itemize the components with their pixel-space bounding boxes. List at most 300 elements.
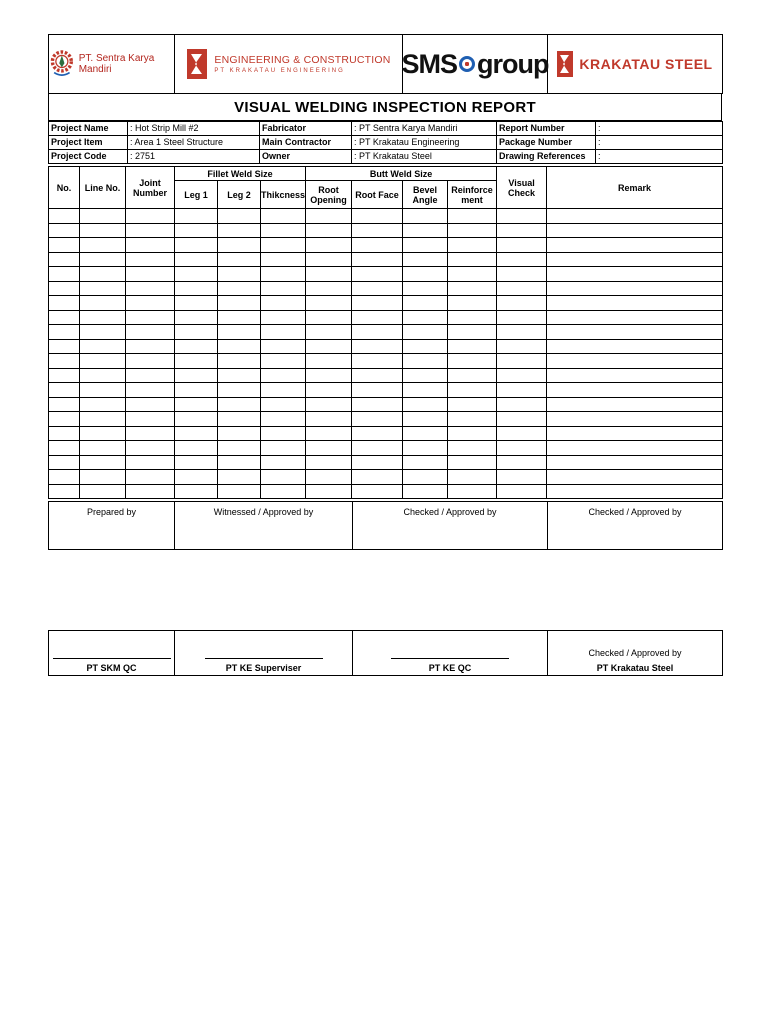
table-cell[interactable] [352,426,403,441]
table-cell[interactable] [126,325,175,340]
table-cell[interactable] [448,354,497,369]
table-cell[interactable] [175,281,218,296]
table-cell[interactable] [261,484,306,499]
table-cell[interactable] [448,223,497,238]
table-cell[interactable] [218,470,261,485]
col-bevel-angle: Bevel Angle [403,181,448,209]
table-cell[interactable] [218,223,261,238]
table-row [49,441,723,456]
table-cell[interactable] [80,441,126,456]
krakatau-steel-name: KRAKATAU STEEL [579,56,713,72]
table-cell[interactable] [80,383,126,398]
table-cell[interactable] [497,310,547,325]
col-remark: Remark [547,167,723,209]
table-cell[interactable] [261,310,306,325]
info-label: Report Number [497,122,596,136]
table-cell[interactable] [175,412,218,427]
sms-ring-icon [459,56,475,72]
table-cell[interactable] [218,441,261,456]
table-cell[interactable] [306,397,352,412]
table-cell[interactable] [218,455,261,470]
sig-name: PT SKM QC [86,663,137,673]
table-cell[interactable] [497,267,547,282]
krakatau-engineering-logo-icon [186,48,208,80]
table-cell[interactable] [306,354,352,369]
table-cell[interactable] [352,397,403,412]
table-cell[interactable] [126,354,175,369]
table-cell[interactable] [352,310,403,325]
table-cell[interactable] [497,296,547,311]
table-cell[interactable] [547,223,723,238]
table-cell[interactable] [218,368,261,383]
table-cell[interactable] [547,441,723,456]
logo-header [48,34,723,94]
table-cell[interactable] [403,325,448,340]
table-cell[interactable] [126,310,175,325]
table-row [49,252,723,267]
table-cell[interactable] [49,441,80,456]
table-cell[interactable] [218,238,261,253]
table-cell[interactable] [261,267,306,282]
table-cell[interactable] [175,339,218,354]
table-cell[interactable] [448,426,497,441]
sig-checked-by-ks: Checked / Approved by [548,502,723,550]
table-cell[interactable] [547,325,723,340]
table-cell[interactable] [403,354,448,369]
table-cell[interactable] [547,368,723,383]
table-cell[interactable] [261,412,306,427]
col-leg2: Leg 2 [218,181,261,209]
table-cell[interactable] [306,412,352,427]
table-cell[interactable] [126,383,175,398]
table-cell[interactable] [497,484,547,499]
table-cell[interactable] [218,209,261,224]
table-cell[interactable] [261,325,306,340]
table-cell[interactable] [126,397,175,412]
table-cell[interactable] [448,339,497,354]
table-cell[interactable] [497,325,547,340]
col-root-opening: Root Opening [306,181,352,209]
col-no: No. [49,167,80,209]
table-cell[interactable] [448,296,497,311]
table-cell[interactable] [448,281,497,296]
table-cell[interactable] [306,223,352,238]
table-cell[interactable] [175,325,218,340]
table-cell[interactable] [352,209,403,224]
signature-line [391,658,509,659]
sig-name: PT KE QC [428,663,472,673]
table-cell[interactable] [306,368,352,383]
table-cell[interactable] [497,339,547,354]
table-cell[interactable] [80,296,126,311]
table-row [49,426,723,441]
table-cell[interactable] [547,267,723,282]
table-cell[interactable] [175,354,218,369]
table-cell[interactable] [547,383,723,398]
table-cell[interactable] [352,339,403,354]
table-row [49,484,723,499]
table-cell[interactable] [403,267,448,282]
table-cell[interactable] [261,296,306,311]
table-cell[interactable] [306,484,352,499]
table-cell[interactable] [547,455,723,470]
table-cell[interactable] [352,412,403,427]
table-cell[interactable] [547,484,723,499]
table-cell[interactable] [175,397,218,412]
table-cell[interactable] [80,426,126,441]
sig-block-ke-qc [353,631,548,676]
table-cell[interactable] [218,296,261,311]
table-cell[interactable] [49,209,80,224]
group-text: group [477,48,549,79]
col-leg1: Leg 1 [175,181,218,209]
table-cell[interactable] [403,281,448,296]
table-cell[interactable] [261,354,306,369]
table-cell[interactable] [352,281,403,296]
table-cell[interactable] [175,441,218,456]
table-cell[interactable] [306,325,352,340]
table-cell[interactable] [306,267,352,282]
table-cell[interactable] [126,426,175,441]
table-row [49,296,723,311]
krakatau-steel-logo-icon [557,51,573,77]
sentra-gear-logo-icon [49,47,75,81]
table-cell[interactable] [403,426,448,441]
table-cell[interactable] [261,238,306,253]
table-cell[interactable] [126,238,175,253]
table-cell[interactable] [49,238,80,253]
table-cell[interactable] [306,310,352,325]
table-cell[interactable] [218,426,261,441]
table-cell[interactable] [448,238,497,253]
table-cell[interactable] [80,267,126,282]
table-cell[interactable] [352,441,403,456]
table-cell[interactable] [403,368,448,383]
table-cell[interactable] [403,397,448,412]
table-cell[interactable] [49,252,80,267]
info-label: Owner [260,150,352,164]
table-cell[interactable] [49,281,80,296]
col-thickness: Thikcness [261,181,306,209]
table-cell[interactable] [126,441,175,456]
table-cell[interactable] [352,383,403,398]
table-cell[interactable] [126,412,175,427]
table-cell[interactable] [80,310,126,325]
table-cell[interactable] [175,383,218,398]
table-cell[interactable] [49,223,80,238]
table-cell[interactable] [547,209,723,224]
table-cell[interactable] [306,426,352,441]
table-cell[interactable] [497,426,547,441]
info-label: Main Contractor [260,136,352,150]
table-cell[interactable] [306,209,352,224]
table-cell[interactable] [126,267,175,282]
info-label: Project Item [49,136,128,150]
table-cell[interactable] [49,267,80,282]
table-cell[interactable] [352,368,403,383]
table-cell[interactable] [218,484,261,499]
table-cell[interactable] [175,368,218,383]
table-cell[interactable] [49,426,80,441]
table-cell[interactable] [126,470,175,485]
grid-body [49,209,723,499]
table-cell[interactable] [261,252,306,267]
table-cell[interactable] [403,238,448,253]
table-row [49,267,723,282]
info-row [49,122,723,136]
table-cell[interactable] [306,238,352,253]
table-cell[interactable] [80,223,126,238]
table-cell[interactable] [497,281,547,296]
table-cell[interactable] [218,383,261,398]
table-cell[interactable] [448,412,497,427]
table-row [49,397,723,412]
table-cell[interactable] [403,441,448,456]
table-cell[interactable] [175,484,218,499]
table-cell[interactable] [175,426,218,441]
table-cell[interactable] [126,296,175,311]
info-value: : PT Krakatau Engineering [352,136,497,150]
table-cell[interactable] [175,267,218,282]
table-cell[interactable] [80,484,126,499]
table-cell[interactable] [497,223,547,238]
table-cell[interactable] [80,339,126,354]
table-cell[interactable] [448,325,497,340]
table-cell[interactable] [497,383,547,398]
table-cell[interactable] [218,397,261,412]
col-butt-weld-size: Butt Weld Size [306,167,497,181]
table-cell[interactable] [448,252,497,267]
table-cell[interactable] [80,368,126,383]
table-cell[interactable] [126,368,175,383]
table-cell[interactable] [126,252,175,267]
table-cell[interactable] [175,252,218,267]
table-cell[interactable] [49,470,80,485]
table-cell[interactable] [497,412,547,427]
table-cell[interactable] [352,223,403,238]
table-cell[interactable] [448,484,497,499]
table-cell[interactable] [448,368,497,383]
table-cell[interactable] [448,441,497,456]
table-row [49,354,723,369]
table-cell[interactable] [547,252,723,267]
table-cell[interactable] [80,281,126,296]
table-cell[interactable] [497,455,547,470]
table-cell[interactable] [49,368,80,383]
table-cell[interactable] [49,412,80,427]
table-cell[interactable] [49,325,80,340]
table-cell[interactable] [306,441,352,456]
table-cell[interactable] [403,223,448,238]
table-cell[interactable] [403,470,448,485]
table-cell[interactable] [306,470,352,485]
table-cell[interactable] [261,397,306,412]
table-cell[interactable] [175,470,218,485]
info-value: : PT Sentra Karya Mandiri [352,122,497,136]
table-cell[interactable] [352,267,403,282]
table-row [49,412,723,427]
table-cell[interactable] [306,252,352,267]
table-cell[interactable] [547,339,723,354]
table-cell[interactable] [49,354,80,369]
table-cell[interactable] [497,238,547,253]
table-cell[interactable] [448,209,497,224]
table-cell[interactable] [218,325,261,340]
table-cell[interactable] [218,354,261,369]
table-cell[interactable] [448,455,497,470]
signature-line [205,658,323,659]
sig-name: PT Krakatau Steel [596,663,674,673]
table-cell[interactable] [547,281,723,296]
table-cell[interactable] [352,325,403,340]
table-cell[interactable] [352,354,403,369]
table-cell[interactable] [80,252,126,267]
table-row [49,470,723,485]
table-cell[interactable] [49,296,80,311]
table-cell[interactable] [175,296,218,311]
info-value: : [596,122,723,136]
table-cell[interactable] [448,470,497,485]
table-cell[interactable] [306,383,352,398]
table-cell[interactable] [352,455,403,470]
table-cell[interactable] [306,281,352,296]
table-cell[interactable] [80,397,126,412]
table-cell[interactable] [547,470,723,485]
table-cell[interactable] [547,310,723,325]
table-cell[interactable] [403,209,448,224]
table-row [49,310,723,325]
table-cell[interactable] [49,339,80,354]
table-cell[interactable] [497,354,547,369]
table-cell[interactable] [126,339,175,354]
sentra-company-name: PT. Sentra Karya Mandiri [78,53,155,75]
table-cell[interactable] [261,441,306,456]
table-cell[interactable] [261,223,306,238]
sig-block-skm [49,631,175,676]
table-cell[interactable] [126,281,175,296]
table-cell[interactable] [49,455,80,470]
table-cell[interactable] [547,238,723,253]
table-cell[interactable] [306,296,352,311]
table-cell[interactable] [49,310,80,325]
table-cell[interactable] [175,238,218,253]
table-cell[interactable] [80,354,126,369]
table-cell[interactable] [497,209,547,224]
table-cell[interactable] [352,484,403,499]
table-row [49,455,723,470]
table-cell[interactable] [175,455,218,470]
info-label: Project Code [49,150,128,164]
table-cell[interactable] [497,252,547,267]
table-cell[interactable] [261,339,306,354]
table-cell[interactable] [547,426,723,441]
table-cell[interactable] [80,455,126,470]
table-cell[interactable] [547,397,723,412]
table-cell[interactable] [175,209,218,224]
sentra-logo-cell [49,35,175,94]
table-cell[interactable] [218,252,261,267]
table-cell[interactable] [403,455,448,470]
table-cell[interactable] [261,281,306,296]
table-cell[interactable] [49,484,80,499]
table-cell[interactable] [352,470,403,485]
table-cell[interactable] [306,339,352,354]
table-cell[interactable] [261,455,306,470]
sig-name: PT KE Superviser [225,663,302,673]
table-row [49,383,723,398]
table-cell[interactable] [261,368,306,383]
table-cell[interactable] [403,310,448,325]
table-cell[interactable] [49,383,80,398]
table-cell[interactable] [218,281,261,296]
table-cell[interactable] [175,223,218,238]
sms-logo-cell [403,35,548,94]
table-cell[interactable] [80,209,126,224]
table-cell[interactable] [218,412,261,427]
inspection-grid [48,166,723,499]
inspection-report-form [48,34,722,676]
table-row [49,339,723,354]
table-cell[interactable] [80,470,126,485]
table-cell[interactable] [403,383,448,398]
table-cell[interactable] [126,455,175,470]
table-cell[interactable] [497,441,547,456]
table-cell[interactable] [497,397,547,412]
table-row [49,281,723,296]
col-line-no: Line No. [80,167,126,209]
table-cell[interactable] [497,368,547,383]
table-cell[interactable] [218,267,261,282]
table-cell[interactable] [403,412,448,427]
table-cell[interactable] [49,397,80,412]
table-cell[interactable] [175,310,218,325]
table-cell[interactable] [547,296,723,311]
table-cell[interactable] [448,383,497,398]
table-cell[interactable] [218,339,261,354]
table-cell[interactable] [80,412,126,427]
table-row [49,368,723,383]
table-cell[interactable] [261,209,306,224]
table-cell[interactable] [126,484,175,499]
table-cell[interactable] [403,252,448,267]
table-cell[interactable] [261,470,306,485]
table-cell[interactable] [448,267,497,282]
table-cell[interactable] [448,310,497,325]
table-cell[interactable] [403,339,448,354]
table-cell[interactable] [261,426,306,441]
table-cell[interactable] [403,484,448,499]
table-cell[interactable] [352,238,403,253]
table-cell[interactable] [218,310,261,325]
table-cell[interactable] [80,238,126,253]
table-cell[interactable] [547,412,723,427]
table-cell[interactable] [126,209,175,224]
table-cell[interactable] [306,455,352,470]
table-cell[interactable] [497,470,547,485]
col-reinforcement: Reinforce ment [448,181,497,209]
table-cell[interactable] [352,296,403,311]
table-cell[interactable] [448,397,497,412]
info-value: : Area 1 Steel Structure [128,136,260,150]
table-cell[interactable] [403,296,448,311]
table-cell[interactable] [126,223,175,238]
table-cell[interactable] [352,252,403,267]
ks-logo-cell [548,35,723,94]
ec-subtitle: PT KRAKATAU ENGINEERING [214,68,345,74]
table-cell[interactable] [547,354,723,369]
table-cell[interactable] [261,383,306,398]
table-cell[interactable] [80,325,126,340]
